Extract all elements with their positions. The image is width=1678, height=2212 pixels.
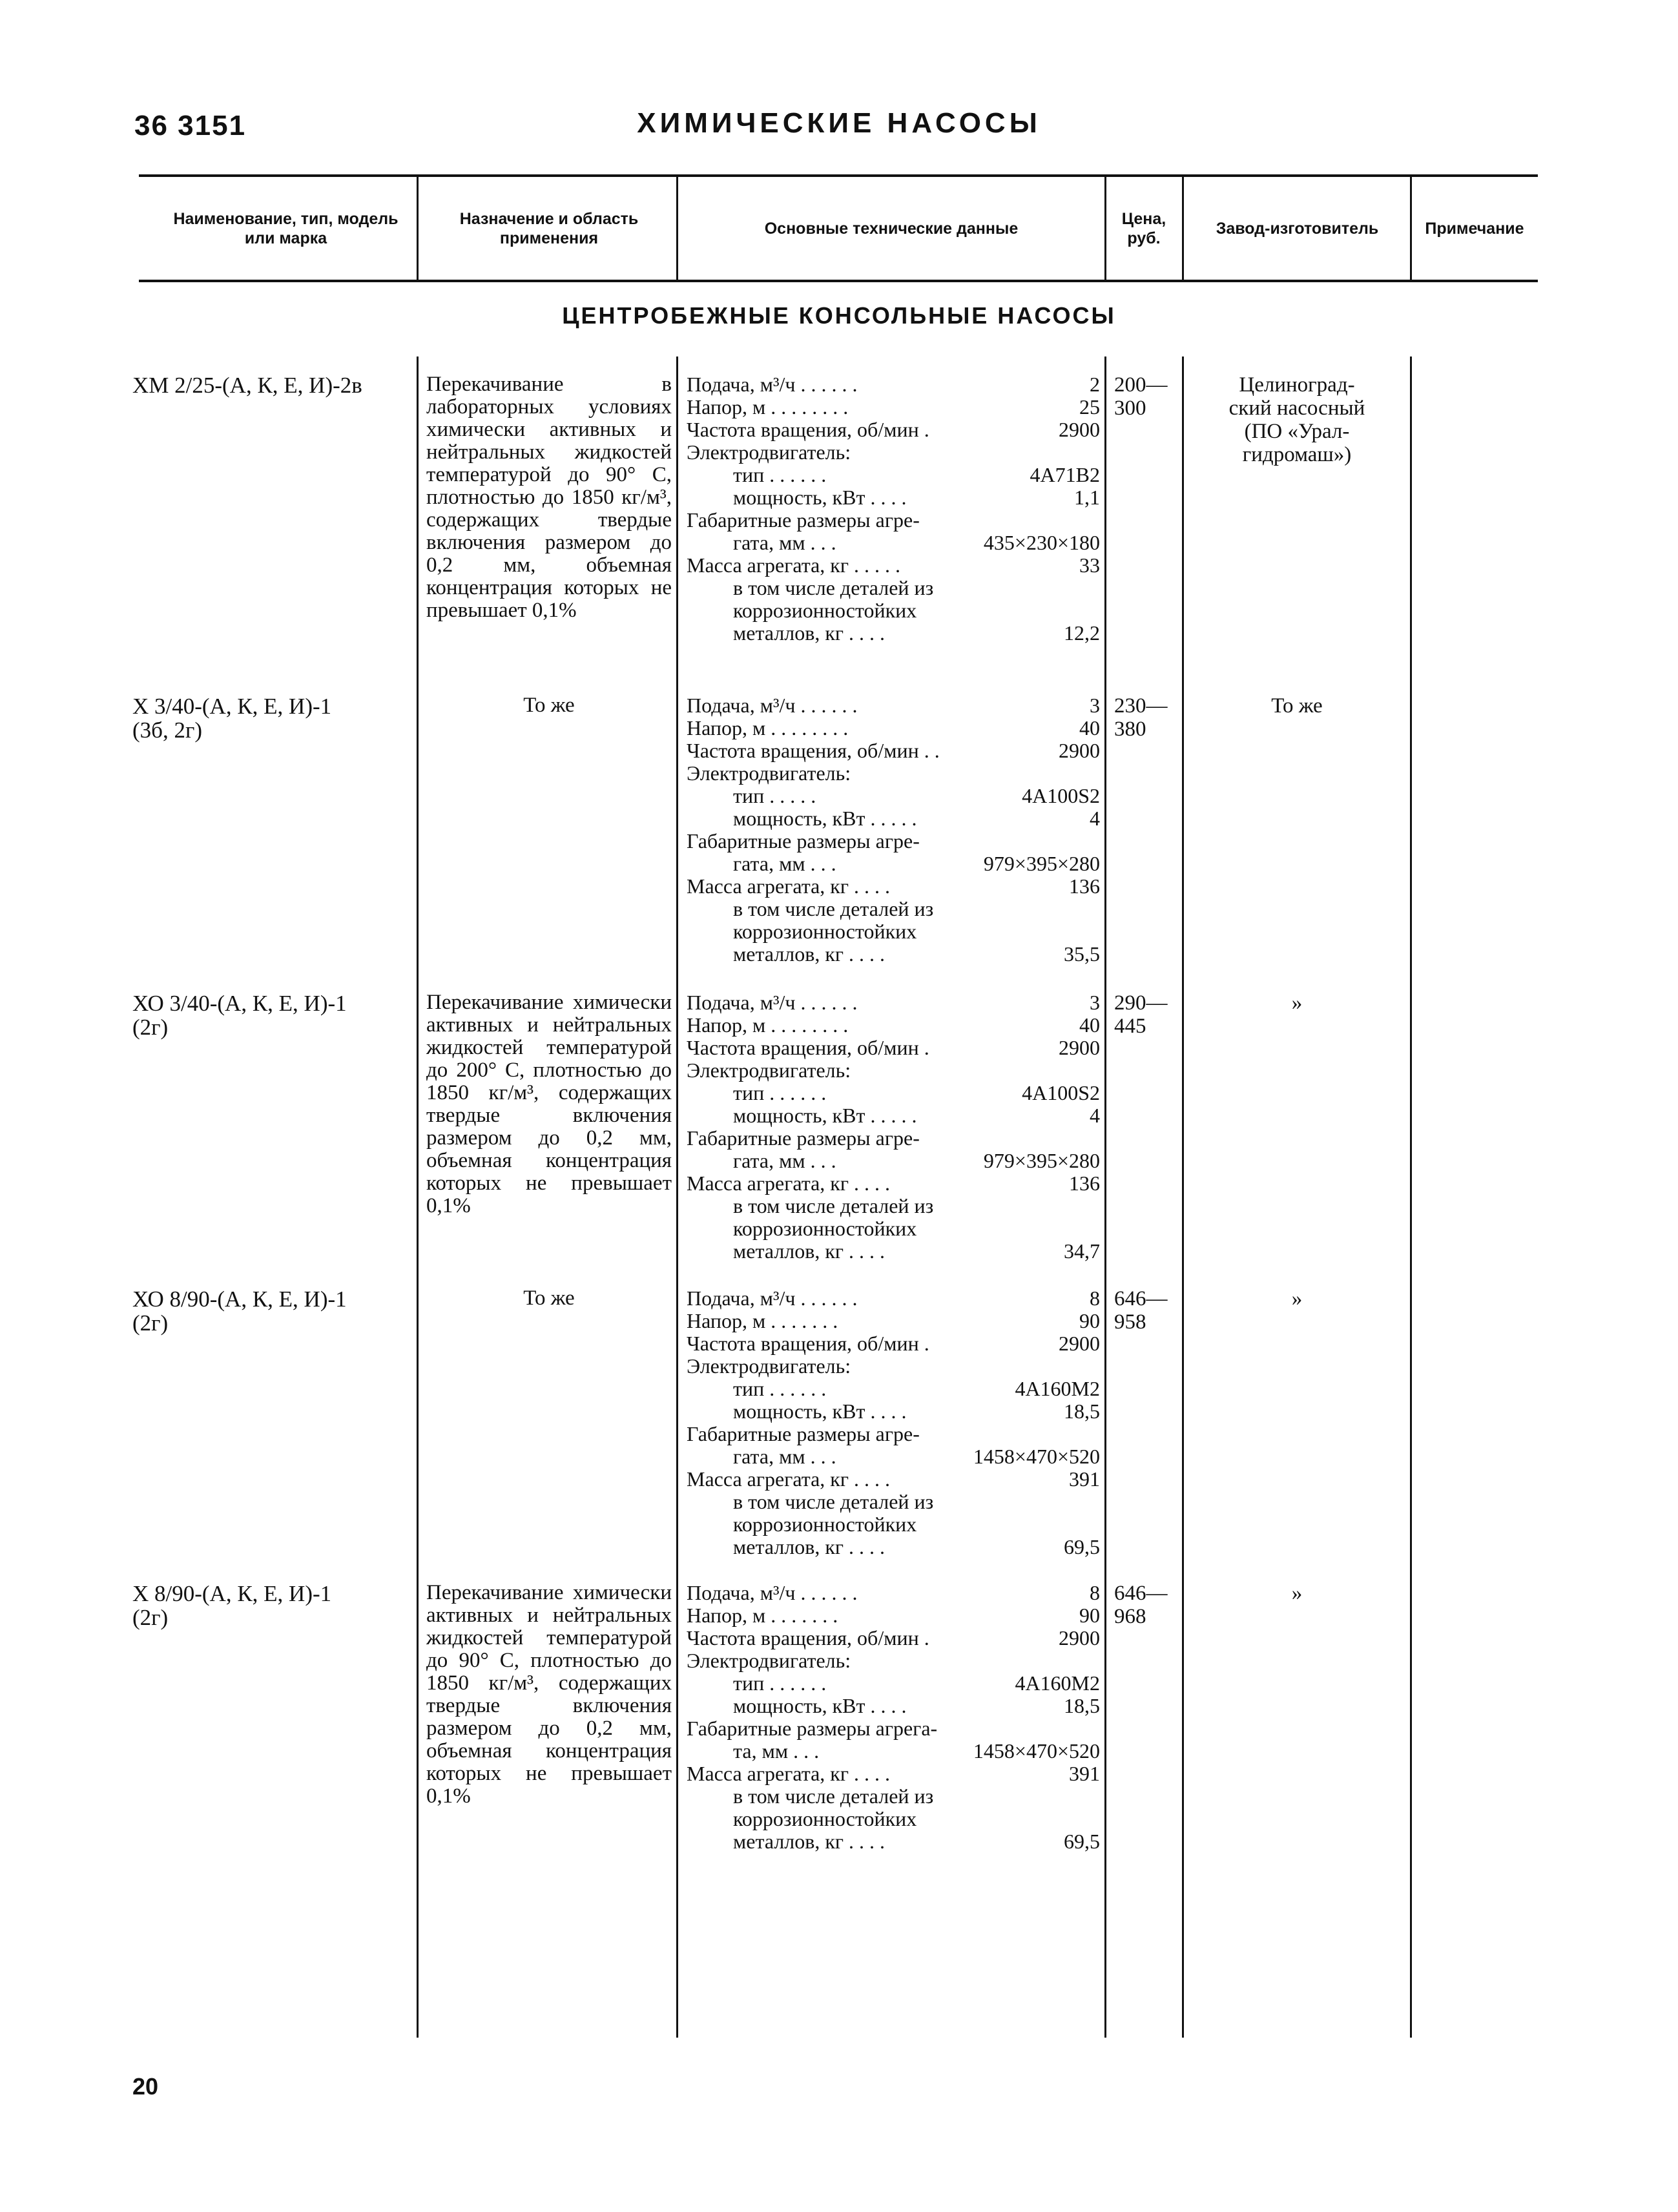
header-divider	[676, 177, 678, 280]
spec-label: Напор, м . . . . . . . .	[687, 716, 849, 739]
spec-line	[687, 419, 1100, 441]
spec-value: 4А160М2	[1015, 1377, 1100, 1400]
spec-value: 435×230×180	[983, 531, 1100, 554]
spec-label: Масса агрегата, кг . . . .	[687, 1172, 890, 1195]
spec-label: коррозионностойких	[733, 599, 917, 622]
spec-label: металлов, кг . . . .	[733, 1535, 886, 1558]
spec-value: 4	[1090, 1104, 1100, 1127]
pump-price: 230— 380	[1114, 694, 1168, 741]
spec-line	[687, 807, 1100, 830]
spec-label: тип . . . . . .	[733, 1377, 827, 1400]
spec-label: тип . . . . . .	[733, 1081, 827, 1104]
spec-line	[687, 532, 1100, 554]
spec-value: 391	[1069, 1762, 1100, 1785]
spec-value: 3	[1090, 991, 1100, 1014]
spec-label: Габаритные размеры агре-	[687, 508, 920, 532]
spec-label: Электродвигатель:	[687, 440, 851, 464]
spec-value: 1458×470×520	[973, 1445, 1100, 1468]
spec-line	[687, 1513, 1100, 1536]
spec-line	[687, 1310, 1100, 1332]
body-divider	[1182, 357, 1184, 2038]
pump-price: 646— 968	[1114, 1582, 1168, 1628]
spec-label: гата, мм . . .	[733, 852, 836, 875]
spec-line	[687, 1423, 1100, 1445]
spec-line	[687, 1740, 1100, 1762]
spec-label: металлов, кг . . . .	[733, 942, 886, 966]
spec-value: 90	[1079, 1309, 1100, 1332]
spec-value: 18,5	[1064, 1694, 1100, 1717]
pump-purpose: Перекачивание в лабораторных условиях химически активных и нейтральных жидкостей температурой до 90° С, плотностью до 1850 кг/м³, содержащих твердые включения размером до 0,2 мм, объемная концентрация которых не превышает 0,1%	[426, 373, 672, 622]
spec-value: 979×395×280	[983, 852, 1100, 875]
spec-value: 4А100S2	[1022, 784, 1100, 807]
spec-line	[687, 717, 1100, 739]
spec-line	[687, 1582, 1100, 1604]
spec-line	[687, 739, 1100, 762]
pump-specs	[687, 694, 1100, 966]
spec-line	[687, 1695, 1100, 1717]
pump-purpose: Перекачивание химически активных и нейтральных жидкостей температурой до 90° С, плотностью до 1850 кг/м³, содержащих твердые включения размером до 0,2 мм, объемная концентрация которых не превышает 0,1%	[426, 1581, 672, 1808]
spec-label: мощность, кВт . . . .	[733, 486, 907, 509]
spec-label: Масса агрегата, кг . . . .	[687, 874, 890, 898]
page-number: 20	[132, 2073, 159, 2100]
spec-value: 4А100S2	[1022, 1081, 1100, 1104]
spec-label: тип . . . . . .	[733, 463, 827, 486]
spec-line	[687, 554, 1100, 577]
spec-line	[687, 509, 1100, 532]
column-header-purpose: Назначение и область применения	[459, 209, 639, 247]
spec-value: 33	[1079, 553, 1100, 577]
column-header-maker: Завод-изготовитель	[1216, 219, 1379, 238]
spec-line	[687, 1536, 1100, 1558]
pump-purpose: Перекачивание химически активных и нейтральных жидкостей температурой до 200° С, плотностью до 1850 кг/м³, содержащих твердые включения размером до 0,2 мм, объемная концентрация которых не превышает 0,1%	[426, 991, 672, 1217]
spec-line	[687, 853, 1100, 875]
pump-maker: »	[1291, 991, 1303, 1015]
spec-label: в том числе деталей из	[733, 1490, 934, 1513]
spec-label: Подача, м³/ч . . . . . .	[687, 373, 858, 396]
spec-line	[687, 1717, 1100, 1740]
spec-line	[687, 1762, 1100, 1785]
spec-value: 40	[1079, 1013, 1100, 1037]
pump-model: Х 3/40-(А, К, Е, И)-1 (3б, 2г)	[132, 694, 332, 743]
spec-line	[687, 1082, 1100, 1104]
spec-label: металлов, кг . . . .	[733, 1830, 886, 1853]
spec-label: Частота вращения, об/мин .	[687, 1036, 929, 1059]
spec-label: Габаритные размеры агре-	[687, 829, 920, 853]
body-divider	[676, 357, 678, 2038]
section-title: ЦЕНТРОБЕЖНЫЕ КОНСОЛЬНЫЕ НАСОСЫ	[562, 302, 1116, 329]
spec-line	[687, 875, 1100, 898]
header-divider	[1410, 177, 1412, 280]
pump-price: 290— 445	[1114, 991, 1168, 1038]
pump-model: ХО 3/40-(А, К, Е, И)-1 (2г)	[132, 991, 347, 1040]
spec-label: Масса агрегата, кг . . . .	[687, 1467, 890, 1491]
spec-line	[687, 920, 1100, 943]
spec-value: 136	[1069, 874, 1100, 898]
spec-label: Подача, м³/ч . . . . . .	[687, 1287, 858, 1310]
spec-value: 12,2	[1064, 621, 1100, 645]
spec-line	[687, 991, 1100, 1014]
spec-value: 4	[1090, 807, 1100, 830]
table-header-bottom-rule	[139, 280, 1538, 282]
pump-specs	[687, 1582, 1100, 1853]
page-title: ХИМИЧЕСКИЕ НАСОСЫ	[637, 107, 1041, 139]
spec-value: 2900	[1059, 1626, 1100, 1649]
spec-label: Подача, м³/ч . . . . . .	[687, 1581, 858, 1604]
spec-line	[687, 1104, 1100, 1127]
spec-line	[687, 577, 1100, 599]
spec-line	[687, 1355, 1100, 1378]
body-divider	[1410, 357, 1412, 2038]
spec-label: Габаритные размеры агре-	[687, 1422, 920, 1445]
spec-label: металлов, кг . . . .	[733, 1239, 886, 1263]
spec-line	[687, 1649, 1100, 1672]
spec-label: Электродвигатель:	[687, 761, 851, 785]
spec-value: 979×395×280	[983, 1149, 1100, 1172]
spec-value: 69,5	[1064, 1830, 1100, 1853]
spec-value: 4А71В2	[1030, 463, 1100, 486]
pump-purpose: То же	[523, 694, 575, 717]
spec-line	[687, 486, 1100, 509]
spec-label: гата, мм . . .	[733, 531, 836, 554]
pump-maker: »	[1291, 1287, 1303, 1310]
spec-line	[687, 694, 1100, 717]
spec-value: 34,7	[1064, 1239, 1100, 1263]
spec-value: 2	[1090, 373, 1100, 396]
body-divider	[417, 357, 419, 2038]
spec-value: 136	[1069, 1172, 1100, 1195]
spec-value: 2900	[1059, 739, 1100, 762]
spec-label: мощность, кВт . . . .	[733, 1400, 907, 1423]
column-header-name: Наименование, тип, модель или марка	[173, 209, 399, 247]
spec-line	[687, 1468, 1100, 1491]
spec-line	[687, 830, 1100, 853]
spec-label: коррозионностойких	[733, 1513, 917, 1536]
pump-model: ХМ 2/25-(А, К, Е, И)-2в	[132, 373, 362, 398]
spec-line	[687, 622, 1100, 645]
pump-model: Х 8/90-(А, К, Е, И)-1 (2г)	[132, 1581, 332, 1630]
spec-label: Частота вращения, об/мин .	[687, 418, 929, 441]
spec-value: 3	[1090, 694, 1100, 717]
spec-label: в том числе деталей из	[733, 1784, 934, 1808]
spec-line	[687, 464, 1100, 486]
spec-label: гата, мм . . .	[733, 1149, 836, 1172]
spec-label: Подача, м³/ч . . . . . .	[687, 694, 858, 717]
spec-line	[687, 1014, 1100, 1037]
spec-line	[687, 1491, 1100, 1513]
spec-line	[687, 1059, 1100, 1082]
spec-line	[687, 1332, 1100, 1355]
spec-label: Подача, м³/ч . . . . . .	[687, 991, 858, 1014]
spec-label: Частота вращения, об/мин .	[687, 1332, 929, 1355]
spec-label: коррозионностойких	[733, 1807, 917, 1830]
spec-line	[687, 1195, 1100, 1217]
pump-specs	[687, 991, 1100, 1263]
spec-line	[687, 1672, 1100, 1695]
pump-maker: То же	[1271, 694, 1323, 718]
spec-line	[687, 1627, 1100, 1649]
pump-price: 646— 958	[1114, 1287, 1168, 1334]
pump-maker: Целиноград- ский насосный (ПО «Урал- гидромаш»)	[1228, 373, 1365, 466]
spec-line	[687, 1378, 1100, 1400]
spec-line	[687, 1287, 1100, 1310]
spec-line	[687, 943, 1100, 966]
pump-specs	[687, 1287, 1100, 1558]
spec-line	[687, 396, 1100, 419]
spec-label: гата, мм . . .	[733, 1445, 836, 1468]
spec-label: Частота вращения, об/мин . .	[687, 739, 940, 762]
spec-value: 18,5	[1064, 1400, 1100, 1423]
header-divider	[417, 177, 419, 280]
spec-label: в том числе деталей из	[733, 897, 934, 920]
spec-label: мощность, кВт . . . . .	[733, 1104, 917, 1127]
spec-label: Частота вращения, об/мин .	[687, 1626, 929, 1649]
spec-label: Масса агрегата, кг . . . . .	[687, 553, 900, 577]
spec-line	[687, 441, 1100, 464]
spec-line	[687, 1127, 1100, 1150]
spec-label: в том числе деталей из	[733, 1194, 934, 1217]
pump-maker: »	[1291, 1582, 1303, 1605]
spec-value: 2900	[1059, 418, 1100, 441]
spec-line	[687, 1604, 1100, 1627]
spec-line	[687, 1037, 1100, 1059]
spec-label: Габаритные размеры агрега-	[687, 1717, 938, 1740]
spec-label: Электродвигатель:	[687, 1649, 851, 1672]
spec-line	[687, 1785, 1100, 1808]
spec-line	[687, 1172, 1100, 1195]
spec-label: коррозионностойких	[733, 1217, 917, 1240]
spec-label: Напор, м . . . . . . . .	[687, 395, 849, 419]
body-divider	[1104, 357, 1106, 2038]
spec-value: 8	[1090, 1287, 1100, 1310]
spec-line	[687, 898, 1100, 920]
column-header-specs: Основные технические данные	[764, 219, 1019, 238]
spec-line	[687, 373, 1100, 396]
spec-label: Электродвигатель:	[687, 1059, 851, 1082]
spec-label: металлов, кг . . . .	[733, 621, 886, 645]
column-header-note: Примечание	[1425, 219, 1524, 238]
spec-value: 35,5	[1064, 942, 1100, 966]
spec-value: 2900	[1059, 1036, 1100, 1059]
spec-line	[687, 1808, 1100, 1830]
pump-price: 200— 300	[1114, 373, 1168, 420]
spec-label: Электродвигатель:	[687, 1354, 851, 1378]
spec-value: 391	[1069, 1467, 1100, 1491]
spec-label: Напор, м . . . . . . . .	[687, 1013, 849, 1037]
spec-line	[687, 1217, 1100, 1240]
column-header-price: Цена, руб.	[1121, 209, 1166, 247]
pump-specs	[687, 373, 1100, 645]
pump-purpose: То же	[523, 1287, 575, 1310]
spec-value: 8	[1090, 1581, 1100, 1604]
spec-value: 1,1	[1074, 486, 1100, 509]
spec-label: тип . . . . .	[733, 784, 816, 807]
spec-line	[687, 1445, 1100, 1468]
spec-value: 90	[1079, 1604, 1100, 1627]
spec-line	[687, 785, 1100, 807]
spec-label: коррозионностойких	[733, 920, 917, 943]
catalog-code: 36 3151	[134, 110, 247, 141]
spec-line	[687, 762, 1100, 785]
spec-line	[687, 599, 1100, 622]
spec-line	[687, 1240, 1100, 1263]
spec-label: та, мм . . .	[733, 1739, 820, 1762]
spec-label: мощность, кВт . . . . .	[733, 807, 917, 830]
spec-label: тип . . . . . .	[733, 1671, 827, 1695]
spec-label: мощность, кВт . . . .	[733, 1694, 907, 1717]
spec-label: Напор, м . . . . . . .	[687, 1604, 838, 1627]
spec-line	[687, 1150, 1100, 1172]
spec-line	[687, 1400, 1100, 1423]
header-divider	[1182, 177, 1184, 280]
spec-value: 4А160М2	[1015, 1671, 1100, 1695]
spec-value: 2900	[1059, 1332, 1100, 1355]
header-divider	[1104, 177, 1106, 280]
spec-value: 25	[1079, 395, 1100, 419]
spec-label: Масса агрегата, кг . . . .	[687, 1762, 890, 1785]
spec-value: 1458×470×520	[973, 1739, 1100, 1762]
spec-label: Габаритные размеры агре-	[687, 1126, 920, 1150]
spec-value: 69,5	[1064, 1535, 1100, 1558]
pump-model: ХО 8/90-(А, К, Е, И)-1 (2г)	[132, 1287, 347, 1336]
spec-line	[687, 1830, 1100, 1853]
spec-label: Напор, м . . . . . . .	[687, 1309, 838, 1332]
spec-label: в том числе деталей из	[733, 576, 934, 599]
spec-value: 40	[1079, 716, 1100, 739]
